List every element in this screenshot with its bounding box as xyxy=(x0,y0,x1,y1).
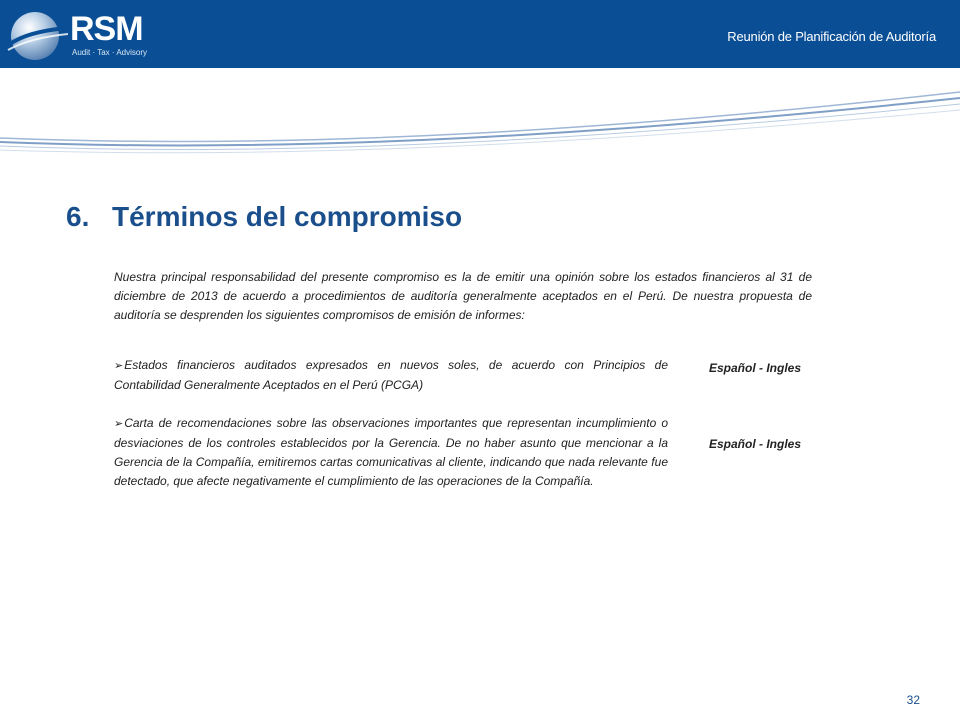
arrow-bullet-icon: ➢ xyxy=(114,418,124,430)
report-item xyxy=(114,356,668,395)
globe-icon xyxy=(6,8,68,64)
report-language: Español - Ingles xyxy=(709,437,802,451)
logo-text: RSM xyxy=(70,10,143,48)
section-title: Términos del compromiso xyxy=(112,201,463,232)
header-bar xyxy=(0,0,960,68)
report-language: Español - Ingles xyxy=(709,361,802,375)
decorative-swoosh xyxy=(0,80,960,160)
report-item-text: Carta de recomendaciones sobre las observaciones importantes que representan incumplimiento o desviaciones de los controles establecidos por la Gerencia. De no haber asunto que mencionar a la Gerencia de la Compañía, emitiremos cartas comunicativas al cliente, indicando que nada relevante fue detectado, que afecte negativamente el cumplimiento de las operaciones de la Compañía. xyxy=(114,416,668,488)
logo-tagline: Audit · Tax · Advisory xyxy=(72,48,147,57)
presentation-title: Reunión de Planificación de Auditoría xyxy=(727,29,936,44)
report-item-text: Estados financieros auditados expresados en nuevos soles, de acuerdo con Principios de Contabilidad Generalmente Aceptados en el Perú (PCGA) xyxy=(114,358,668,392)
rsm-logo xyxy=(6,6,147,64)
report-item xyxy=(114,414,668,491)
arrow-bullet-icon: ➢ xyxy=(114,360,124,372)
page-number: 32 xyxy=(906,693,920,707)
section-number: 6. xyxy=(66,201,90,232)
intro-paragraph: Nuestra principal responsabilidad del presente compromiso es la de emitir una opinión sobre los estados financieros al 31 de diciembre de 2013 de acuerdo a procedimientos de auditoría generalmente aceptados en el Perú. De nuestra propuesta de auditoría se desprenden los siguientes compromisos de emisión de informes: xyxy=(114,270,812,322)
section-heading xyxy=(66,200,462,234)
